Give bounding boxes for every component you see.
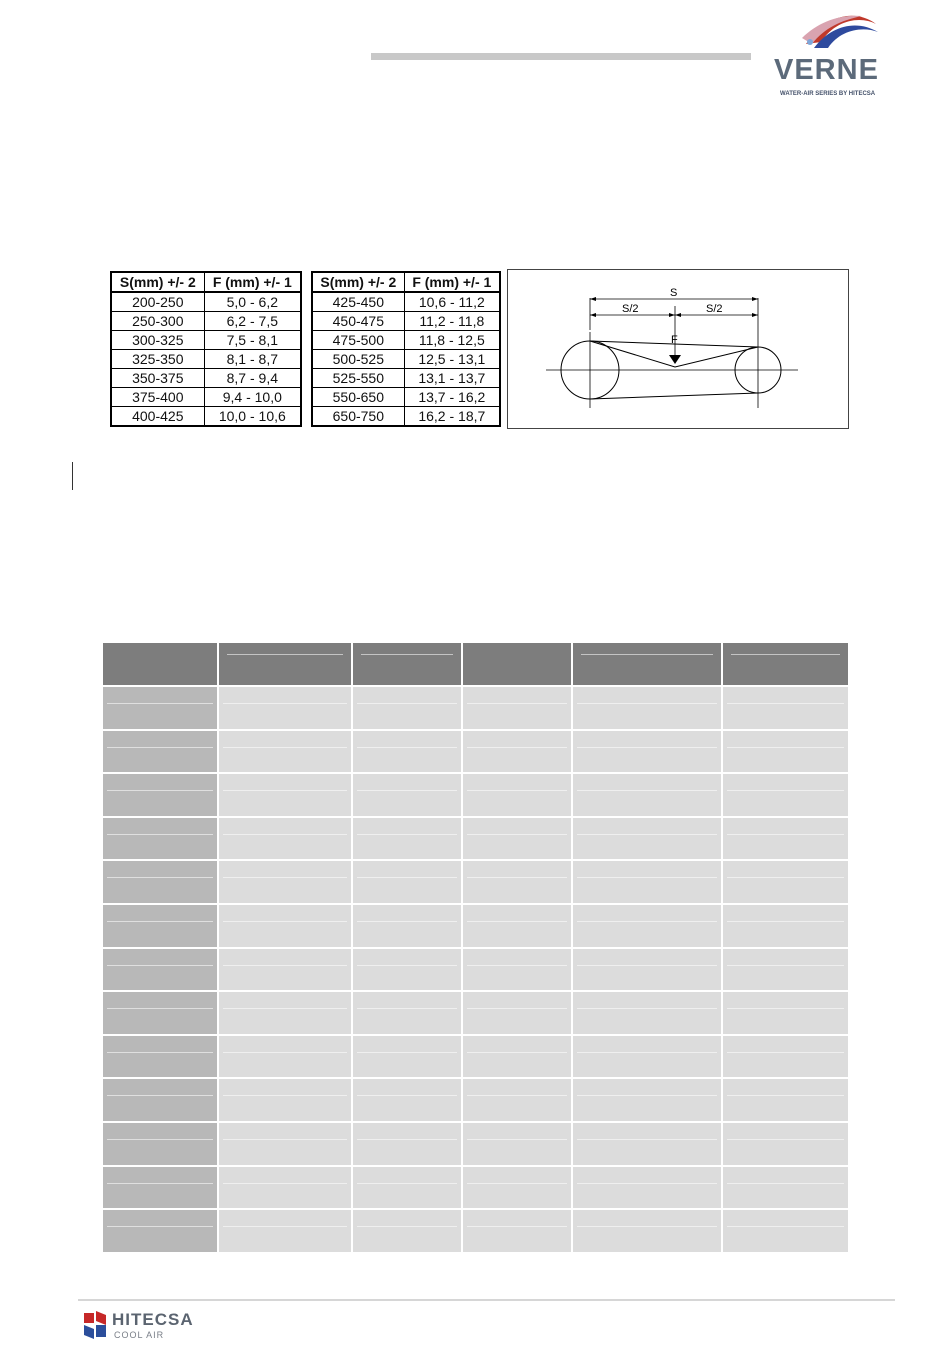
- verne-logo: [766, 4, 916, 108]
- table-cell: [463, 861, 571, 903]
- column-header: F (mm) +/- 1: [204, 272, 301, 292]
- table-cell: [573, 1123, 721, 1165]
- table-cell: [723, 731, 848, 773]
- table-row: [111, 350, 301, 369]
- table-cell: 400-425: [111, 407, 204, 427]
- row-label-cell: [103, 818, 217, 860]
- table-cell: 10,6 - 11,2: [404, 292, 500, 312]
- table-cell: 12,5 - 13,1: [404, 350, 500, 369]
- table-header-cell: [573, 643, 721, 685]
- table-cell: [463, 1167, 571, 1209]
- table-cell: [463, 1210, 571, 1252]
- revision-mark: [72, 462, 73, 490]
- column-header: F (mm) +/- 1: [404, 272, 500, 292]
- table-cell: 200-250: [111, 292, 204, 312]
- table-cell: [573, 905, 721, 947]
- table-cell: [219, 1079, 351, 1121]
- table-cell: [353, 687, 461, 729]
- table-cell: [723, 992, 848, 1034]
- table-cell: [219, 992, 351, 1034]
- table-cell: [723, 1123, 848, 1165]
- table-row: [312, 369, 500, 388]
- table-cell: 8,1 - 8,7: [204, 350, 301, 369]
- hitecsa-logo: [82, 1309, 242, 1343]
- table-header-cell: [463, 643, 571, 685]
- table-cell: [353, 861, 461, 903]
- verne-wave-icon: [766, 4, 916, 54]
- table-cell: [353, 1036, 461, 1078]
- row-label-cell: [103, 992, 217, 1034]
- table-cell: [723, 1167, 848, 1209]
- table-header-cell: [353, 643, 461, 685]
- table-cell: [219, 818, 351, 860]
- row-label-cell: [103, 1123, 217, 1165]
- deflection-label: F: [671, 334, 678, 346]
- column-header: S(mm) +/- 2: [111, 272, 204, 292]
- table-cell: [219, 1123, 351, 1165]
- table-cell: [573, 992, 721, 1034]
- table-cell: [219, 1167, 351, 1209]
- table-cell: [573, 1079, 721, 1121]
- column-header: S(mm) +/- 2: [312, 272, 404, 292]
- belt-tension-diagram: [507, 269, 849, 429]
- table-cell: [353, 731, 461, 773]
- table-row: [312, 292, 500, 312]
- verne-tagline: WATER-AIR SERIES BY HITECSA: [780, 91, 876, 97]
- table-cell: [723, 687, 848, 729]
- table-cell: 300-325: [111, 331, 204, 350]
- table-cell: [573, 861, 721, 903]
- table-cell: [463, 905, 571, 947]
- table-cell: [723, 861, 848, 903]
- table-cell: [463, 992, 571, 1034]
- deflection-arrow-icon: [669, 355, 681, 364]
- table-cell: [723, 1036, 848, 1078]
- table-cell: [573, 949, 721, 991]
- table-cell: [353, 1210, 461, 1252]
- row-label-cell: [103, 949, 217, 991]
- hitecsa-subtitle: COOL AIR: [114, 1330, 165, 1340]
- table-cell: [573, 687, 721, 729]
- table-cell: 13,1 - 13,7: [404, 369, 500, 388]
- table-cell: [353, 1079, 461, 1121]
- table-cell: [723, 905, 848, 947]
- table-cell: [353, 949, 461, 991]
- table-cell: [463, 949, 571, 991]
- row-label-cell: [103, 687, 217, 729]
- table-cell: [463, 687, 571, 729]
- row-label-cell: [103, 1210, 217, 1252]
- table-header-cell: [219, 643, 351, 685]
- verne-brand: VERNE: [774, 54, 879, 86]
- table-cell: 250-300: [111, 312, 204, 331]
- table-cell: [723, 774, 848, 816]
- table-cell: 325-350: [111, 350, 204, 369]
- table-cell: 13,7 - 16,2: [404, 388, 500, 407]
- table-cell: [573, 774, 721, 816]
- table-cell: [463, 1079, 571, 1121]
- row-label-cell: [103, 1079, 217, 1121]
- table-cell: [219, 687, 351, 729]
- table-header-cell: [103, 643, 217, 685]
- table-cell: [353, 905, 461, 947]
- table-cell: [219, 905, 351, 947]
- table-cell: [573, 1210, 721, 1252]
- tension-table-2: [311, 271, 501, 427]
- table-cell: [353, 992, 461, 1034]
- table-cell: 650-750: [312, 407, 404, 427]
- table-cell: 375-400: [111, 388, 204, 407]
- table-cell: [219, 1210, 351, 1252]
- table-cell: 6,2 - 7,5: [204, 312, 301, 331]
- table-cell: [463, 774, 571, 816]
- table-row: [111, 407, 301, 427]
- footer-rule: [78, 1299, 895, 1301]
- table-cell: [219, 949, 351, 991]
- hitecsa-mark-icon: [82, 1309, 108, 1339]
- row-label-cell: [103, 1036, 217, 1078]
- table-cell: 10,0 - 10,6: [204, 407, 301, 427]
- tension-table-1: [110, 271, 302, 427]
- table-row: [111, 292, 301, 312]
- table-cell: 7,5 - 8,1: [204, 331, 301, 350]
- table-cell: [353, 1167, 461, 1209]
- table-row: [312, 312, 500, 331]
- table-row: [312, 407, 500, 427]
- table-cell: 8,7 - 9,4: [204, 369, 301, 388]
- table-cell: [573, 818, 721, 860]
- header-rule: [371, 53, 751, 60]
- span-label: S: [670, 287, 678, 299]
- table-cell: [219, 731, 351, 773]
- table-cell: [219, 774, 351, 816]
- table-row: [312, 388, 500, 407]
- table-cell: [573, 1167, 721, 1209]
- belt-bottom: [590, 393, 758, 399]
- row-label-cell: [103, 861, 217, 903]
- table-cell: 11,8 - 12,5: [404, 331, 500, 350]
- table-cell: [723, 1210, 848, 1252]
- table-cell: 525-550: [312, 369, 404, 388]
- table-cell: 450-475: [312, 312, 404, 331]
- table-row: [111, 312, 301, 331]
- table-row: [111, 369, 301, 388]
- table-cell: [219, 1036, 351, 1078]
- table-cell: 425-450: [312, 292, 404, 312]
- table-cell: [353, 818, 461, 860]
- table-cell: [573, 1036, 721, 1078]
- table-cell: [463, 1036, 571, 1078]
- row-label-cell: [103, 731, 217, 773]
- table-cell: [463, 818, 571, 860]
- row-label-cell: [103, 1167, 217, 1209]
- table-cell: [353, 1123, 461, 1165]
- table-cell: [353, 774, 461, 816]
- table-row: [111, 388, 301, 407]
- table-cell: 475-500: [312, 331, 404, 350]
- table-cell: 350-375: [111, 369, 204, 388]
- row-label-cell: [103, 905, 217, 947]
- table-cell: [723, 1079, 848, 1121]
- table-cell: [723, 818, 848, 860]
- half-span-left-label: S/2: [622, 303, 639, 315]
- table-row: [111, 331, 301, 350]
- table-cell: [463, 731, 571, 773]
- table-cell: 500-525: [312, 350, 404, 369]
- table-row: [312, 350, 500, 369]
- table-cell: 16,2 - 18,7: [404, 407, 500, 427]
- table-cell: 550-650: [312, 388, 404, 407]
- table-cell: [219, 861, 351, 903]
- half-span-right-label: S/2: [706, 303, 723, 315]
- table-cell: [723, 949, 848, 991]
- hitecsa-brand: HITECSA: [112, 1310, 194, 1329]
- table-cell: 11,2 - 11,8: [404, 312, 500, 331]
- table-cell: 5,0 - 6,2: [204, 292, 301, 312]
- specification-table: [103, 643, 850, 1252]
- table-cell: [463, 1123, 571, 1165]
- table-cell: 9,4 - 10,0: [204, 388, 301, 407]
- table-row: [312, 331, 500, 350]
- table-header-cell: [723, 643, 848, 685]
- table-cell: [573, 731, 721, 773]
- row-label-cell: [103, 774, 217, 816]
